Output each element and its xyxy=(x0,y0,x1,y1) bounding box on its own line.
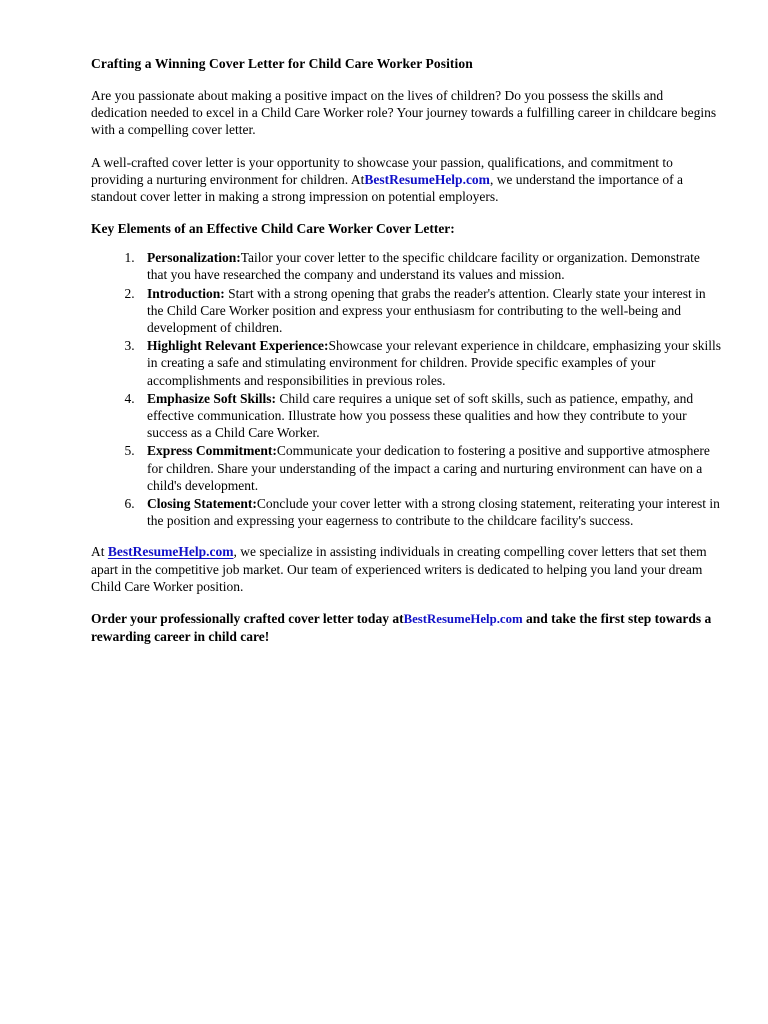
list-item xyxy=(138,337,722,389)
value-paragraph-after-link: , we understand the importance of a standout cover letter in making a strong impression on potential employers. xyxy=(91,171,683,205)
intro-paragraph: Are you passionate about making a positive impact on the lives of children? Do you possess the skills and dedication needed to excel in a Child Care Worker role? Your journey towards a fulfilling career in childcare begins with a compelling cover letter. xyxy=(91,88,717,138)
document-content xyxy=(91,55,722,646)
list-item-body: Child care requires a unique set of soft skills, such as patience, empathy, and effective communication. Illustrate how you possess these qualities and how they contribute to your success as a Child Care Worker. xyxy=(147,390,694,441)
key-elements-list xyxy=(91,249,722,529)
list-item-body: Communicate your dedication to fostering a positive and supportive atmosphere for children. Share your understanding of the impact a caring and nurturing environment can have on a child's development. xyxy=(147,443,710,493)
closing-paragraph xyxy=(91,543,722,595)
cta-after-link: and take the first step towards a rewarding career in child care! xyxy=(91,611,712,645)
list-item-lead: Express Commitment: xyxy=(147,443,277,459)
brand-link-closing-paragraph[interactable]: BestResumeHelp.com xyxy=(107,544,234,560)
list-item-body: Tailor your cover letter to the specific childcare facility or organization. Demonstrate that you have researched the company and understand its values and mission. xyxy=(147,250,700,283)
section-heading-key-elements: Key Elements of an Effective Child Care Worker Cover Letter: xyxy=(91,221,455,237)
list-item xyxy=(138,390,722,442)
brand-link-call-to-action[interactable]: BestResumeHelp.com xyxy=(403,612,523,627)
page-title: Crafting a Winning Cover Letter for Child Care Worker Position xyxy=(91,56,473,71)
call-to-action xyxy=(91,610,722,646)
list-item xyxy=(138,442,722,494)
list-item xyxy=(138,495,722,529)
list-item-lead: Closing Statement: xyxy=(147,496,257,512)
list-item-body: Conclude your cover letter with a strong closing statement, reiterating your interest in the position and expressing your eagerness to contribute to the childcare facility's success. xyxy=(147,496,720,529)
list-item xyxy=(138,249,722,283)
value-paragraph xyxy=(91,154,722,206)
list-item-lead: Personalization: xyxy=(147,250,241,266)
cta-before-link: Order your professionally crafted cover letter today at xyxy=(91,611,404,627)
list-item-body: Showcase your relevant experience in childcare, emphasizing your skills in creating a safe and stimulating environment for children. Provide specific examples of your accomplishments and responsibilities in previous roles. xyxy=(147,338,721,388)
list-item-lead: Emphasize Soft Skills: xyxy=(147,390,277,406)
list-item-body: Start with a strong opening that grabs the reader's attention. Clearly state your interest in the Child Care Worker position and express your enthusiasm for contributing to the well-being and development of children. xyxy=(147,285,706,336)
list-item-lead: Highlight Relevant Experience: xyxy=(147,338,329,354)
brand-link-value-paragraph[interactable]: BestResumeHelp.com xyxy=(364,171,490,187)
list-item-lead: Introduction: xyxy=(147,285,225,301)
value-paragraph-before-link: A well-crafted cover letter is your opportunity to showcase your passion, qualifications, and commitment to providing a nurturing environment for children. At xyxy=(91,154,673,187)
list-item xyxy=(138,285,722,337)
closing-paragraph-before-link: At xyxy=(91,544,108,560)
closing-paragraph-after-link: , we specialize in assisting individuals in creating compelling cover letters that set them apart in the competitive job market. Our team of experienced writers is dedicated to helping you land your dream Child Care Worker position. xyxy=(91,544,707,594)
